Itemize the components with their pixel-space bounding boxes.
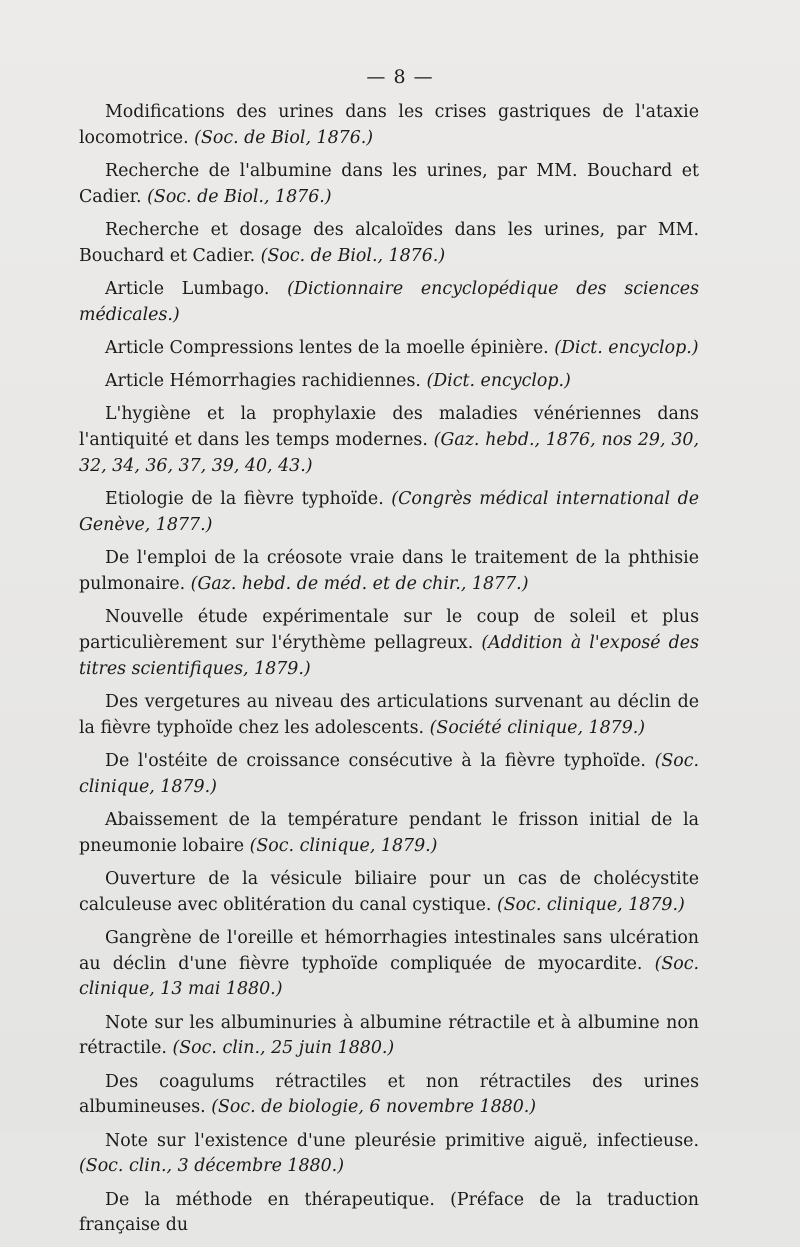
entry-reference: (Dictionnaire encyclopédique des sciences médicales.) [79, 278, 700, 325]
bibliography-entry: Des vergetures au niveau des articulations survenant au déclin de la fièvre typhoïde chez les adolescents. (Société clinique, 1879.) [79, 691, 699, 738]
bibliography-entry: Article Compressions lentes de la moelle épinière. (Dict. encyclop.) [105, 337, 699, 358]
entry-reference: (Congrès médical international de Genève, 1877.) [79, 489, 699, 535]
bibliography-entry: Recherche de l'albumine dans les urines, par MM. Bouchard et Cadier. (Soc. de Biol., 1876.) [79, 160, 699, 207]
bibliography-entry: Etiologie de la fièvre typhoïde. (Congrès médical international de Genève, 1877.) [79, 489, 699, 535]
bibliography-entry: Note sur les albuminuries à albumine rétractile et à albumine non rétractile. (Soc. clin., 25 juin 1880.) [79, 1012, 699, 1059]
entry-reference: (Soc. de Biol., 1876.) [260, 245, 446, 266]
entry-reference: (Soc. de Biol., 1876.) [147, 186, 332, 207]
entry-reference: (Soc. de Biol, 1876.) [194, 127, 374, 148]
bibliography-entry: De l'ostéite de croissance consécutive à la fièvre typhoïde. (Soc. clinique, 1879.) [79, 750, 699, 797]
bibliography-entry: Article Lumbago. (Dictionnaire encyclopédique des sciences médicales.) [79, 278, 700, 325]
entry-reference: (Gaz. hebd., 1876, nos 29, 30, 32, 34, 36, 37, 39, 40, 43.) [79, 430, 699, 476]
bibliography-entry: Article Hémorrhagies rachidiennes. (Dict. encyclop.) [105, 371, 571, 392]
bibliography-entry: L'hygiène et la prophylaxie des maladies vénériennes dans l'antiquité et dans les temps modernes. (Gaz. hebd., 1876, nos 29, 30, 32, 34, 36, 37, 39, 40, 43.) [79, 404, 699, 476]
bibliography-entry: De l'emploi de la créosote vraie dans le traitement de la phthisie pulmonaire. (Gaz. hebd. de méd. et de chir., 1877.) [79, 548, 699, 594]
entry-reference: (Soc. clinique, 13 mai 1880.) [79, 953, 699, 1000]
entry-reference: (Soc. clin., 3 décembre 1880.) [79, 1156, 344, 1177]
bibliography-entry: Des coagulums rétractiles et non rétractiles des urines albumineuses. (Soc. de biologie, 6 novembre 1880.) [79, 1071, 699, 1118]
bibliography-entry: Ouverture de la vésicule biliaire pour un cas de cholécystite calculeuse avec oblitération du canal cystique. (Soc. clinique, 1879.) [79, 868, 699, 915]
entry-reference: (Dict. encyclop.) [426, 371, 571, 392]
entry-reference: (Soc. clinique, 1879.) [496, 894, 685, 915]
entry-reference: (Soc. clinique, 1879.) [249, 835, 438, 856]
bibliography-entry: Note sur l'existence d'une pleurésie primitive aiguë, infectieuse. (Soc. clin., 3 décembre 1880.) [79, 1130, 699, 1177]
bibliography-entry: Gangrène de l'oreille et hémorrhagies intestinales sans ulcération au déclin d'une fièvre typhoïde compliquée de myocardite. (Soc. clinique, 13 mai 1880.) [79, 927, 699, 1000]
bibliography-entry: Abaissement de la température pendant le frisson initial de la pneumonie lobaire (Soc. clinique, 1879.) [79, 809, 699, 856]
bibliography-entry: De la méthode en thérapeutique. (Préface de la traduction française du [79, 1189, 699, 1236]
bibliography-entry: Modifications des urines dans les crises gastriques de l'ataxie locomotrice. (Soc. de Biol, 1876.) [79, 102, 699, 148]
bibliography-entry: Nouvelle étude expérimentale sur le coup de soleil et plus particulièrement sur l'érythème pellagreux. (Addition à l'exposé des titres scientifiques, 1879.) [79, 607, 699, 679]
entry-reference: (Dict. encyclop.) [554, 337, 699, 358]
bibliography-entry: Recherche et dosage des alcaloïdes dans les urines, par MM. Bouchard et Cadier. (Soc. de Biol., 1876.) [79, 219, 699, 266]
entry-reference: (Gaz. hebd. de méd. et de chir., 1877.) [190, 573, 529, 594]
entry-reference: (Addition à l'exposé des titres scientifiques, 1879.) [79, 632, 699, 679]
entry-reference: (Société clinique, 1879.) [429, 717, 646, 738]
bibliography-list [79, 100, 699, 1247]
page-number: — 8 — [366, 66, 434, 88]
entry-reference: (Soc. de biologie, 6 novembre 1880.) [211, 1097, 537, 1118]
entry-reference: (Soc. clin., 25 juin 1880.) [172, 1038, 395, 1059]
entry-reference: (Soc. clinique, 1879.) [79, 750, 699, 797]
